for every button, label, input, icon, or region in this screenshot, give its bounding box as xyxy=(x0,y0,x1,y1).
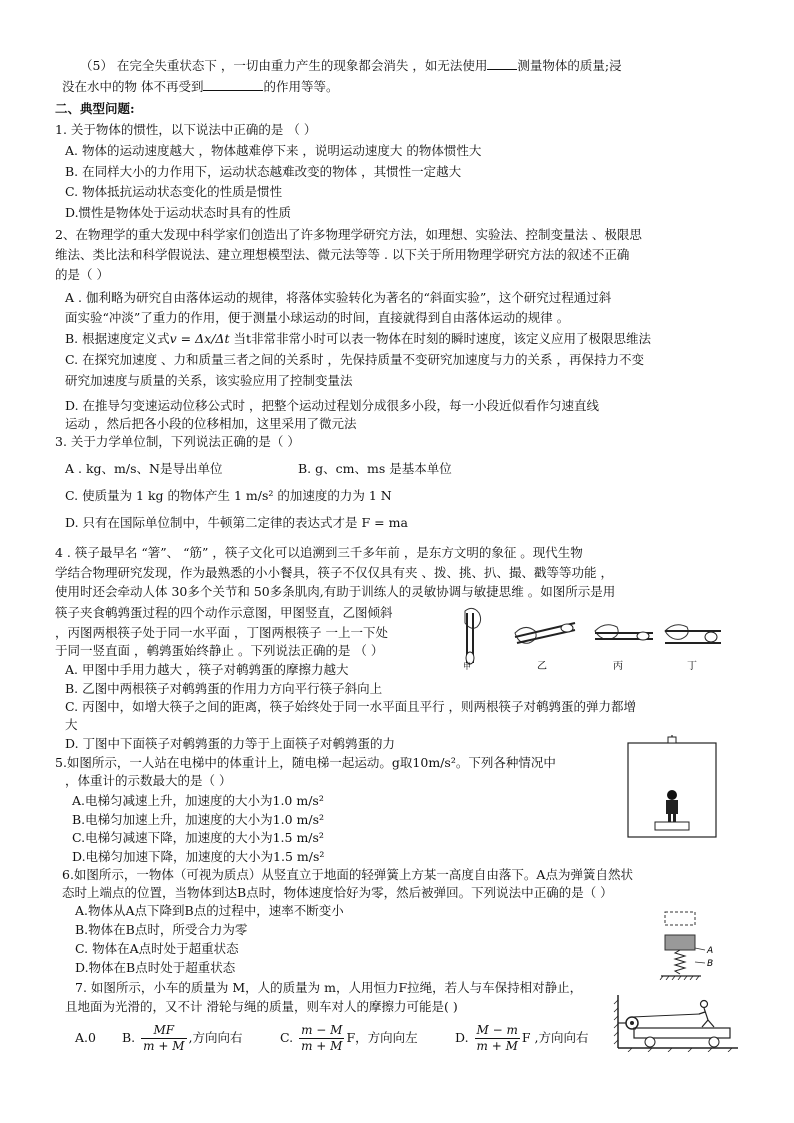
spring-icon xyxy=(675,950,685,974)
person-icon xyxy=(666,790,678,822)
q3-option-c: C. 使质量为 1 kg 的物体产生 1 m/s² 的加速度的力为 1 N xyxy=(65,488,392,503)
q2-stem-3: 的是（ ） xyxy=(55,267,109,282)
q6-line-1: 6.如图所示，一物体（可视为质点）从竖直立于地面的轻弹簧上方某一高度自由落下。A点为弹簧自然状 xyxy=(62,867,633,882)
q4-option-b: B. 乙图中两根筷子对鹌鹑蛋的作用力方向平行筷子斜向上 xyxy=(65,681,383,696)
chopsticks-bing xyxy=(595,625,653,640)
label-jia: 甲 xyxy=(463,662,471,671)
q5-option-c: C.电梯匀减速下降，加速度的大小为1.5 m/s² xyxy=(72,830,324,845)
q5-line-2: ，体重计的示数最大的是（ ） xyxy=(65,773,232,788)
q7-line-2: 且地面为光滑的，又不计 滑轮与绳的质量，则车对人的摩擦力可能是( ) xyxy=(65,999,458,1014)
q3-option-d: D. 只有在国际单位制中，牛顿第二定律的表达式才是 F = ma xyxy=(65,515,408,530)
q4-line-1: 4 . 筷子最早名 “箸”、 “筋” ，筷子文化可以追溯到三千多年前 ，是东方文明的象征 。现代生物 xyxy=(55,545,583,560)
q2-option-d-2: 运动 ，然后把各小段的位移相加，这里采用了微元法 xyxy=(65,416,357,431)
fraction-c: $\frac{m - M}{m + M}$ xyxy=(301,1023,343,1053)
fraction-b: $\frac{MF}{m + M}$ xyxy=(143,1023,185,1053)
q3-option-b: B. g、cm、ms 是基本单位 xyxy=(298,461,452,476)
q4-line-4: 筷子夹食鹌鹑蛋过程的四个动作示意图，甲图竖直，乙图倾斜 xyxy=(55,605,393,620)
section-title: 二、典型问题: xyxy=(55,101,135,116)
q7-option-a: A.0 xyxy=(75,1030,96,1045)
q6-option-c: C. 物体在A点时处于超重状态 xyxy=(75,941,239,956)
chopsticks-ding xyxy=(665,625,721,643)
label-ding: 丁 xyxy=(687,661,697,671)
point-b-label: B xyxy=(707,959,714,969)
q4-option-d: D. 丁图中下面筷子对鹌鹑蛋的力等于上面筷子对鹌鹑蛋的力 xyxy=(65,736,396,751)
q2-option-a-2: 面实验“冲淡”了重力的作用，便于测量小球运动的时间，直接就得到自由落体运动的规律 。 xyxy=(65,310,570,325)
intro-line-2: 没在水中的物 体不再受到 的作用等等。 xyxy=(62,79,339,94)
elevator-figure xyxy=(625,735,720,840)
q2-option-a-1: A . 伽利略为研究自由落体运动的规律，将落体实验转化为著名的“斜面实验”，这个研究过程通过斜 xyxy=(65,290,612,305)
label-bing: 丙 xyxy=(613,661,623,671)
velocity-formula: v = Δx/Δt xyxy=(169,331,230,346)
q4-option-a: A. 甲图中手用力越大 ，筷子对鹌鹑蛋的摩擦力越大 xyxy=(65,662,349,677)
q7-option-c: C. $\frac{m - M}{m + M}$ F，方向向左 xyxy=(280,1023,418,1053)
cart-pulley-figure xyxy=(612,990,742,1052)
point-a-label: A xyxy=(707,946,714,956)
label-yi: 乙 xyxy=(537,661,547,671)
q4-option-c-1: C. 丙图中，如增大筷子之间的距离，筷子始终处于同一水平面且平行 ，则两根筷子对鹌鹑蛋的弹力都增 xyxy=(65,699,637,714)
q2-option-c-1: C. 在探究加速度 、力和质量三者之间的关系时 ，先保持质量不变研究加速度与力的关系 ，再保持力不变 xyxy=(65,352,644,367)
q4-option-c-2: 大 xyxy=(65,717,78,732)
q6-line-2: 态时上端点的位置，当物体到达B点时，物体速度恰好为零，然后被弹回。下列说法中正确的是（ ） xyxy=(62,885,613,900)
scale-icon xyxy=(655,822,689,830)
cart-icon xyxy=(634,1028,730,1038)
chopsticks-yi xyxy=(515,623,575,643)
q2-option-d-1: D. 在推导匀变速运动位移公式时 ，把整个运动过程划分成很多小段，每一小段近似看作匀速直线 xyxy=(65,398,599,413)
q1-option-c: C. 物体抵抗运动状态变化的性质是惯性 xyxy=(65,184,283,199)
q2-option-c-2: 研究加速度与质量的关系，该实验应用了控制变量法 xyxy=(65,373,353,388)
q4-line-2: 学结合物理研究发现，作为最熟悉的小小餐具，筷子不仅仅具有夹 、拨、挑、扒、撮、戳等等功能 ， xyxy=(55,565,613,580)
q1-stem: 1. 关于物体的惯性，以下说法中正确的是 （ ） xyxy=(55,122,317,137)
q2-stem-2: 维法、类比法和科学假说法、建立理想模型法、微元法等等 . 以下关于所用物理学研究方法的叙述不正确 xyxy=(55,247,630,262)
q1-option-d: D.惯性是物体处于运动状态时具有的性质 xyxy=(65,205,292,220)
q3-option-a: A . kg、m/s、N是导出单位 xyxy=(65,461,223,476)
q6-option-b: B.物体在B点时，所受合力为零 xyxy=(75,922,248,937)
intro-line-1: （5） 在完全失重状态下 ，一切由重力产生的现象都会消失 ，如无法使用 测量物体的质量;浸 xyxy=(80,58,622,73)
q7-option-b: B. $\frac{MF}{m + M}$ ,方向向右 xyxy=(122,1023,243,1053)
chopsticks-jia xyxy=(465,608,481,664)
blank-2[interactable] xyxy=(203,79,263,91)
q2-option-b: B. 根据速度定义式v = Δx/Δt 当t非常非常小时可以表一物体在时刻的瞬时速度，该定义应用了极限思维法 xyxy=(65,331,651,346)
q5-line-1: 5.如图所示，一人站在电梯中的体重计上，随电梯一起运动。g取10m/s²。下列各种情况中 xyxy=(55,755,556,770)
q5-option-b: B.电梯匀加速上升，加速度的大小为1.0 m/s² xyxy=(72,812,325,827)
q2-stem-1: 2、在物理学的重大发现中科学家们创造出了许多物理学研究方法，如理想、实验法、控制变量法 、极限思 xyxy=(55,227,642,242)
person-pulling-icon xyxy=(699,1001,714,1028)
q7-option-d: D. $\frac{M - m}{m + M}$ F ,方向向右 xyxy=(455,1023,589,1053)
blank-1[interactable] xyxy=(487,58,517,70)
chopsticks-figure xyxy=(455,603,725,671)
q4-line-5: ，丙图两根筷子处于同一水平面 ，丁图两根筷子 一上一下处 xyxy=(55,625,388,640)
q4-line-3: 使用时还会牵动人体 30多个关节和 50多条肌肉,有助于训练人的灵敏协调与敏捷思维 。如图所示是用 xyxy=(55,584,616,599)
q4-line-6: 于同一竖直面 ，鹌鹑蛋始终静止 。下列说法正确的是 （ ） xyxy=(55,643,384,658)
q6-option-a: A.物体从A点下降到B点的过程中，速率不断变小 xyxy=(75,903,344,918)
spring-figure xyxy=(655,910,730,980)
q6-option-d: D.物体在B点时处于超重状态 xyxy=(75,960,236,975)
q7-line-1: 7. 如图所示，小车的质量为 M，人的质量为 m，人用恒力F拉绳，若人与车保持相对静止， xyxy=(75,980,583,995)
q5-option-a: A.电梯匀减速上升，加速度的大小为1.0 m/s² xyxy=(72,793,324,808)
q1-option-a: A. 物体的运动速度越大 ，物体越难停下来 ，说明运动速度大 的物体惯性大 xyxy=(65,143,482,158)
q5-option-d: D.电梯匀加速下降，加速度的大小为1.5 m/s² xyxy=(72,849,325,864)
q1-option-b: B. 在同样大小的力作用下，运动状态越难改变的物体 ，其惯性一定越大 xyxy=(65,164,462,179)
fraction-d: $\frac{M - m}{m + M}$ xyxy=(476,1023,518,1053)
q3-stem: 3. 关于力学单位制，下列说法正确的是（ ） xyxy=(55,434,300,449)
